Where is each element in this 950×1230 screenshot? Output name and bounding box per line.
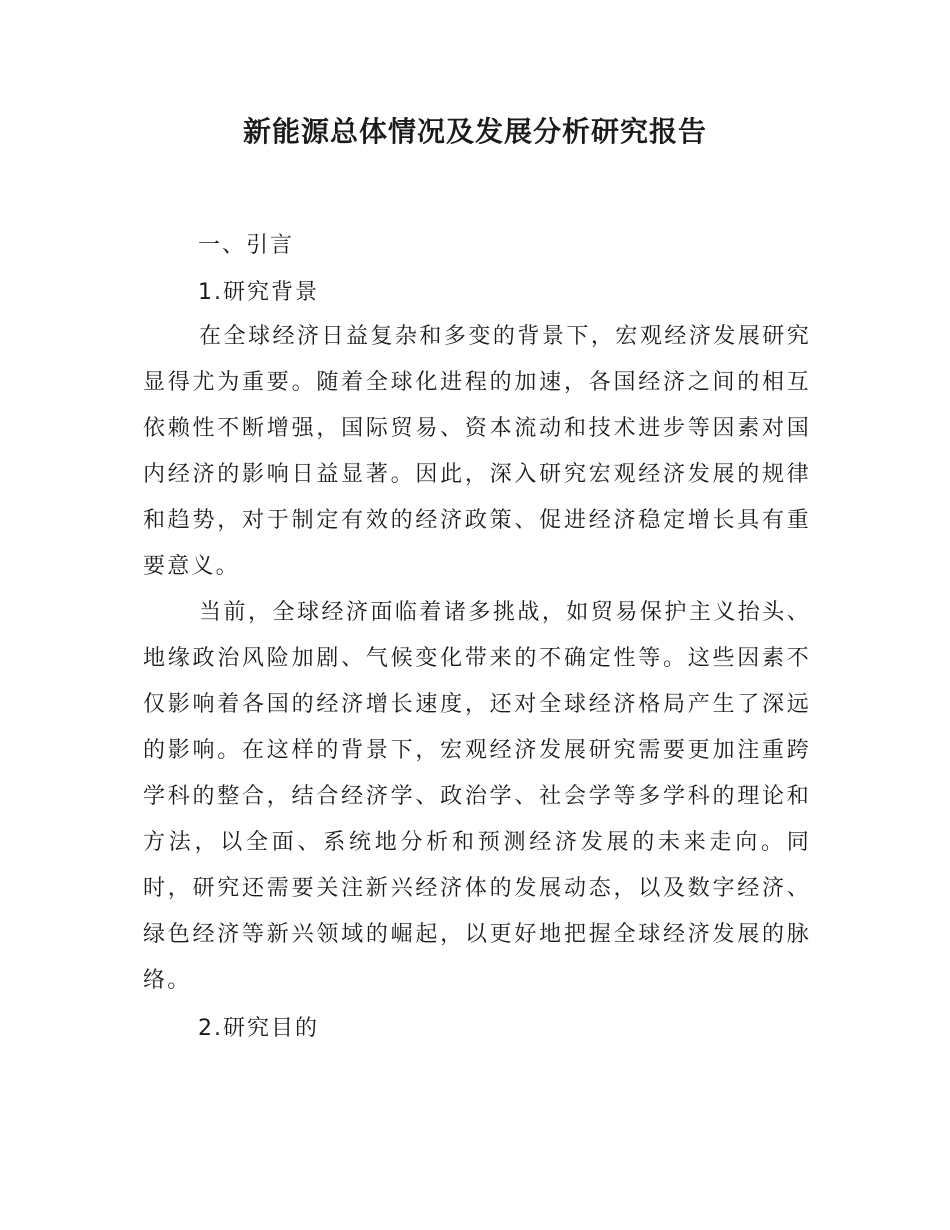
subsection-heading-purpose: 2.研究目的 [198, 1016, 319, 1041]
paragraph-background-2: 当前，全球经济面临着诸多挑战，如贸易保护主义抬头、地缘政治风险加剧、气候变化带来的不确定性等。这些因素不仅影响着各国的经济增长速度，还对全球经济格局产生了深远的影响。在这样的背景下，宏观经济发展研究需要更加注重跨学科的整合，结合经济学、政治学、社会学等多学科的理论和方法，以全面、系统地分析和预测经济发展的未来走向。同时，研究还需要关注新兴经济体的发展动态，以及数字经济、绿色经济等新兴领域的崛起，以更好地把握全球经济发展的脉络。 [143, 600, 811, 993]
document-title: 新能源总体情况及发展分析研究报告 [242, 115, 707, 148]
subsection-heading-background: 1.研究背景 [198, 280, 319, 305]
paragraph-background-1: 在全球经济日益复杂和多变的背景下，宏观经济发展研究显得尤为重要。随着全球化进程的加速，各国经济之间的相互依赖性不断增强，国际贸易、资本流动和技术进步等因素对国内经济的影响日益显著。因此，深入研究宏观经济发展的规律和趋势，对于制定有效的经济政策、促进经济稳定增长具有重要意义。 [143, 324, 811, 579]
section-heading-introduction: 一、引言 [198, 233, 295, 258]
